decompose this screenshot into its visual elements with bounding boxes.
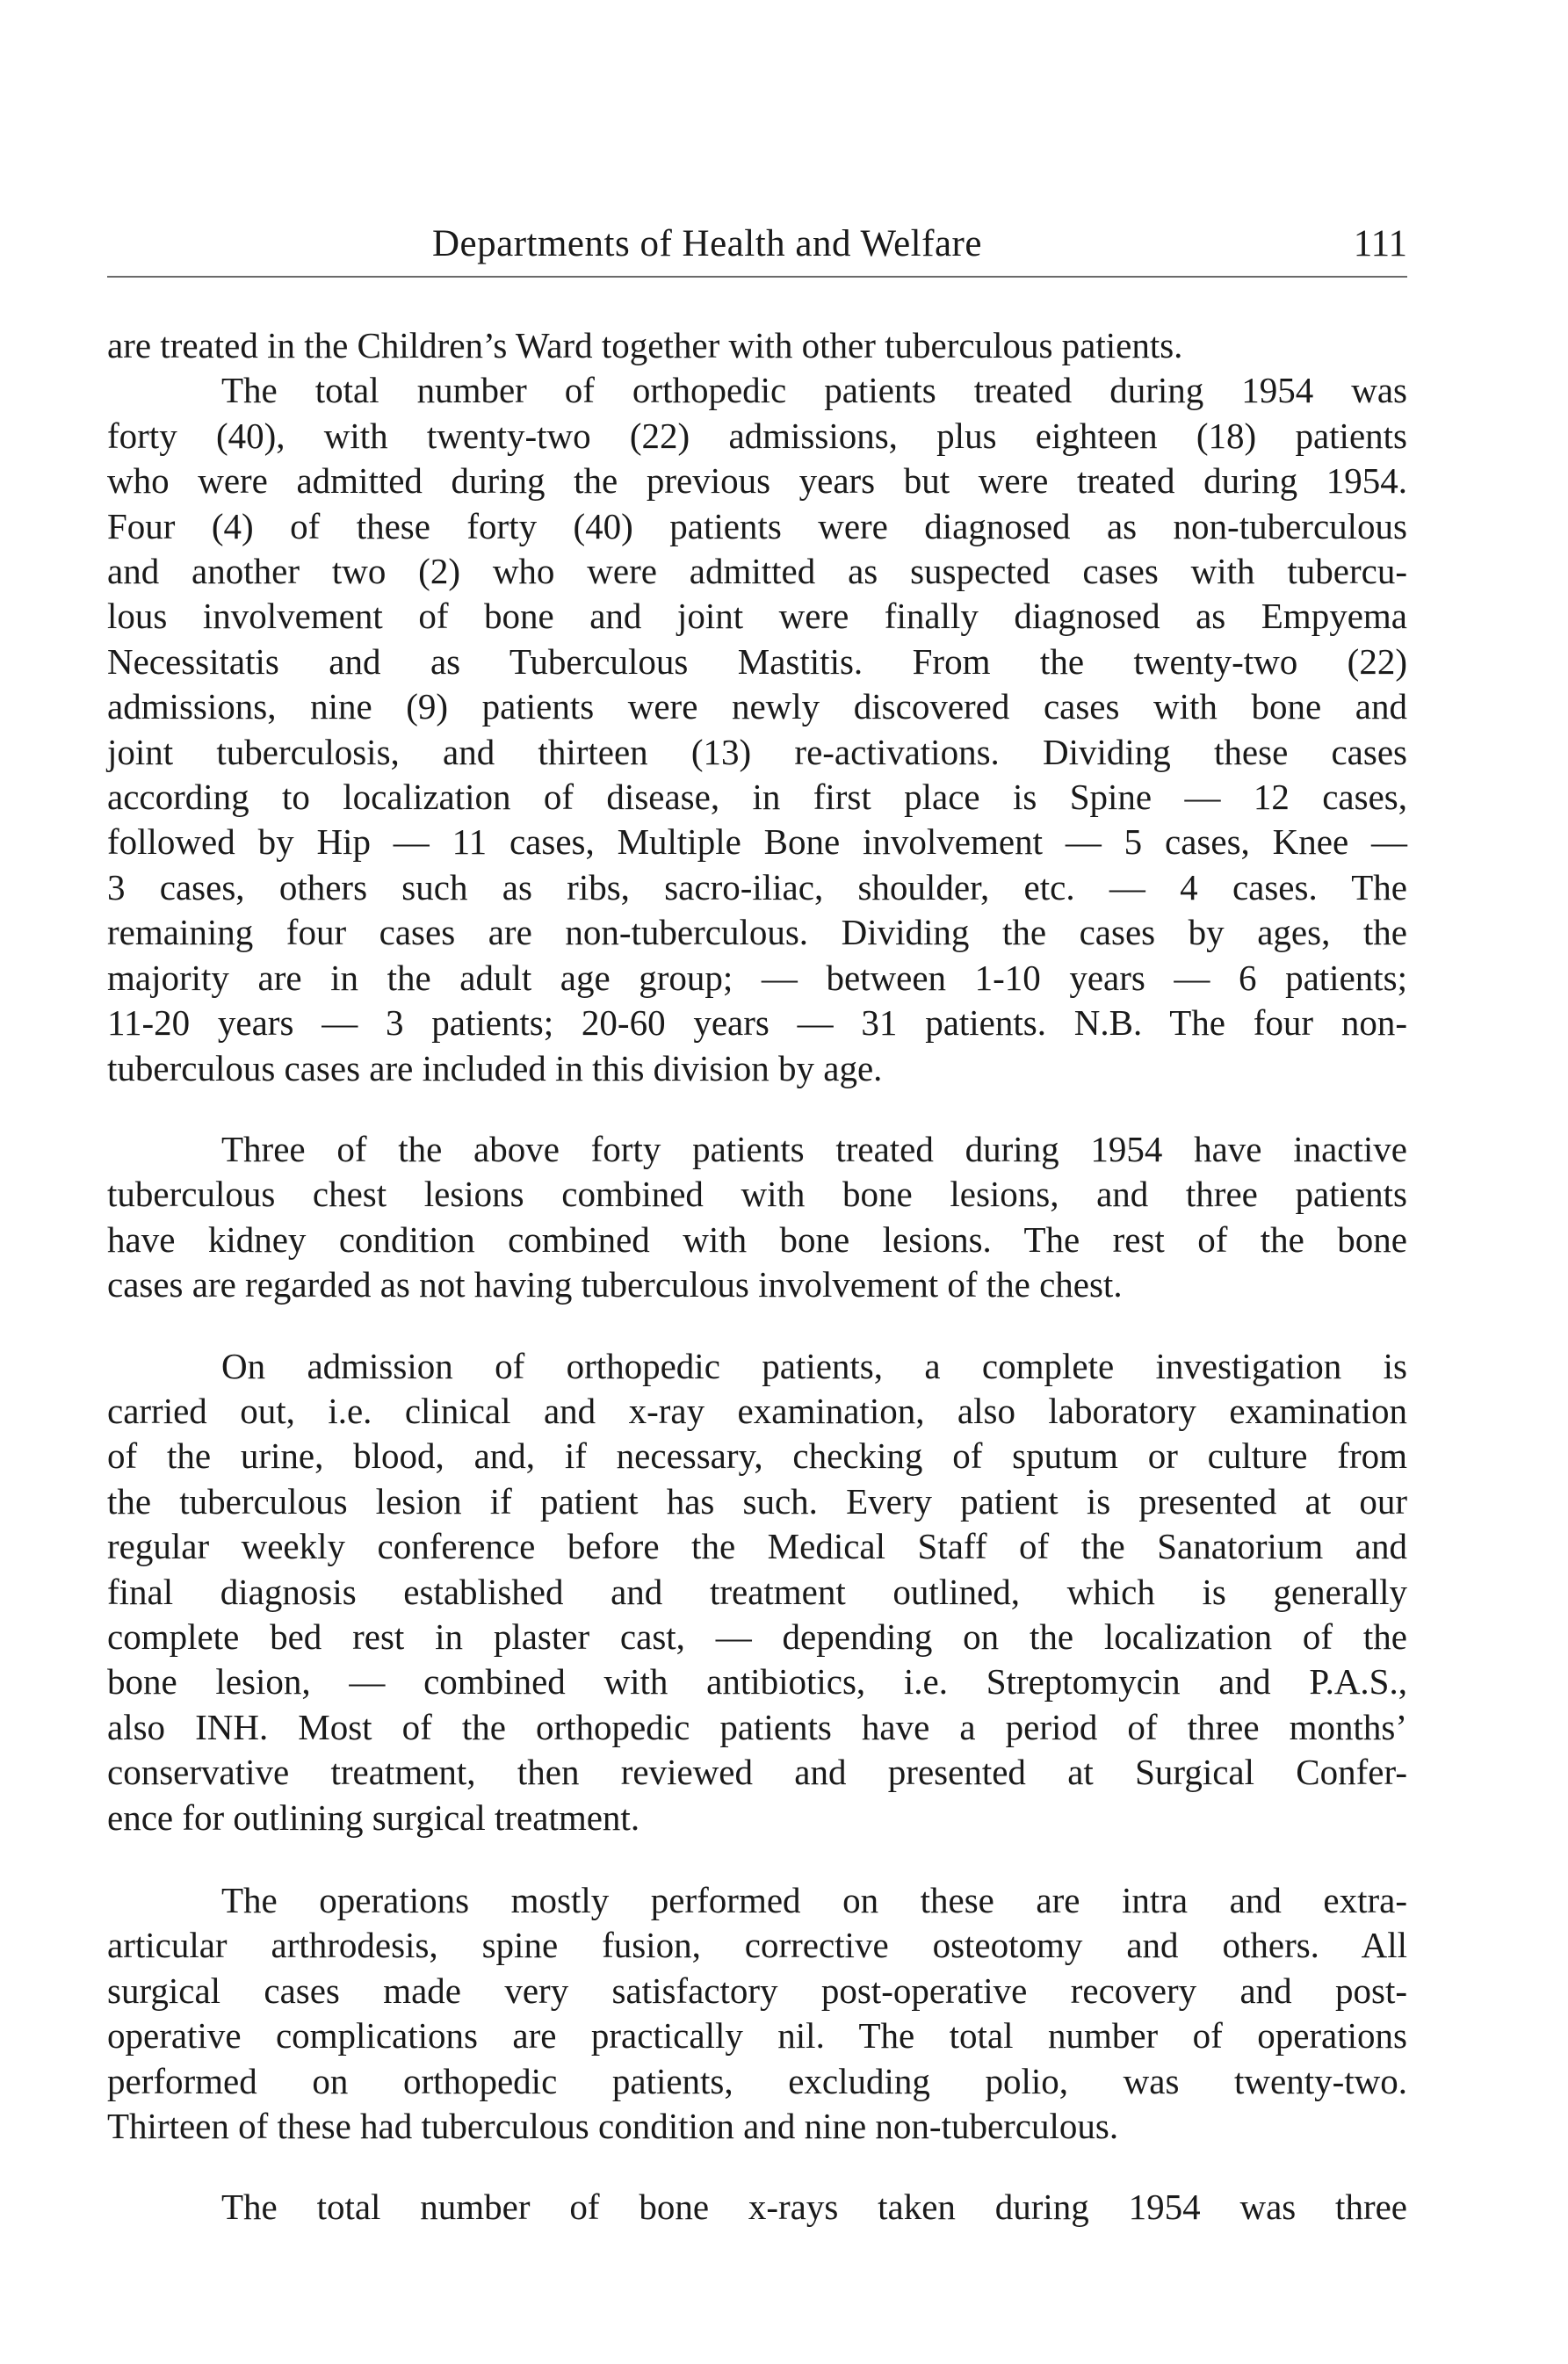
text-line: tuberculous chest lesions combined with bone lesions, and three patients <box>107 1174 1407 1215</box>
text-line: remaining four cases are non-tuberculous. Dividing the cases by ages, the <box>107 912 1407 953</box>
paragraph <box>107 2185 1407 2230</box>
running-title: Departments of Health and Welfare <box>432 223 982 264</box>
page-number: 111 <box>1353 223 1407 264</box>
running-header <box>107 220 1407 278</box>
text-line: The operations mostly performed on these are intra and extra- <box>221 1880 1407 1920</box>
text-line: are treated in the Children’s Ward together with other tuberculous patients. <box>107 325 1183 365</box>
text-line: Thirteen of these had tuberculous condition and nine non-tuberculous. <box>107 2106 1119 2147</box>
text-line: surgical cases made very satisfactory post-operative recovery and post- <box>107 1970 1407 2011</box>
paragraph-gap <box>107 2149 1407 2185</box>
text-line: forty (40), with twenty-two (22) admissions, plus eighteen (18) patients <box>107 415 1407 456</box>
text-line: Necessitatis and as Tuberculous Mastitis. From the twenty-two (22) <box>107 640 1407 682</box>
body-text <box>107 323 1407 2230</box>
text-line: regular weekly conference before the Medical Staff of the Sanatorium and <box>107 1526 1407 1567</box>
text-line: tuberculous cases are included in this division by age. <box>107 1047 883 1088</box>
text-line: who were admitted during the previous years but were treated during 1954. <box>107 460 1407 502</box>
text-line: 3 cases, others such as ribs, sacro-iliac, shoulder, etc. — 4 cases. The <box>107 866 1407 907</box>
paragraph <box>107 323 1407 368</box>
text-line: also INH. Most of the orthopedic patients have a period of three months’ <box>107 1706 1407 1747</box>
text-line: bone lesion, — combined with antibiotics, i.e. Streptomycin and P.A.S., <box>107 1661 1407 1703</box>
text-line: lous involvement of bone and joint were finally diagnosed as Empyema <box>107 596 1407 637</box>
text-line: admissions, nine (9) patients were newly discovered cases with bone and <box>107 686 1407 727</box>
paragraph <box>107 1127 1407 1308</box>
text-line: The total number of orthopedic patients treated during 1954 was <box>221 370 1407 411</box>
text-line: complete bed rest in plaster cast, — depending on the localization of the <box>107 1616 1407 1657</box>
paragraph <box>107 1878 1407 2149</box>
text-line: final diagnosis established and treatment outlined, which is generally <box>107 1571 1407 1612</box>
text-line: ence for outlining surgical treatment. <box>107 1796 640 1838</box>
text-line: carried out, i.e. clinical and x-ray examination, also laboratory examination <box>107 1390 1407 1431</box>
text-line: have kidney condition combined with bone lesions. The rest of the bone <box>107 1218 1407 1260</box>
paragraph <box>107 1344 1407 1840</box>
paragraph-gap <box>107 1308 1407 1344</box>
text-line: of the urine, blood, and, if necessary, checking of sputum or culture from <box>107 1435 1407 1477</box>
text-line: The total number of bone x-rays taken during 1954 was three <box>221 2187 1407 2228</box>
text-line: followed by Hip — 11 cases, Multiple Bone involvement — 5 cases, Knee — <box>107 821 1407 863</box>
text-line: articular arthrodesis, spine fusion, corrective osteotomy and others. All <box>107 1925 1407 1966</box>
text-line: operative complications are practically nil. The total number of operations <box>107 2015 1407 2057</box>
text-line: the tuberculous lesion if patient has such. Every patient is presented at our <box>107 1480 1407 1522</box>
text-line: Four (4) of these forty (40) patients were diagnosed as non-tuberculous <box>107 505 1407 546</box>
text-line: majority are in the adult age group; — between 1-10 years — 6 patients; <box>107 957 1407 998</box>
text-line: joint tuberculosis, and thirteen (13) re-activations. Dividing these cases <box>107 731 1407 772</box>
text-line: according to localization of disease, in first place is Spine — 12 cases, <box>107 777 1407 818</box>
text-line: performed on orthopedic patients, excluding polio, was twenty-two. <box>107 2060 1407 2101</box>
text-line: and another two (2) who were admitted as suspected cases with tubercu- <box>107 551 1407 592</box>
text-line: 11-20 years — 3 patients; 20-60 years — 31 patients. N.B. The four non- <box>107 1002 1407 1044</box>
text-line: On admission of orthopedic patients, a complete investigation is <box>221 1345 1407 1386</box>
paragraph-gap <box>107 1091 1407 1127</box>
paragraph <box>107 368 1407 1091</box>
paragraph-gap <box>107 1840 1407 1878</box>
text-line: cases are regarded as not having tuberculous involvement of the chest. <box>107 1264 1123 1305</box>
text-line: Three of the above forty patients treated during 1954 have inactive <box>221 1128 1407 1169</box>
text-line: conservative treatment, then reviewed and presented at Surgical Confer- <box>107 1752 1407 1793</box>
